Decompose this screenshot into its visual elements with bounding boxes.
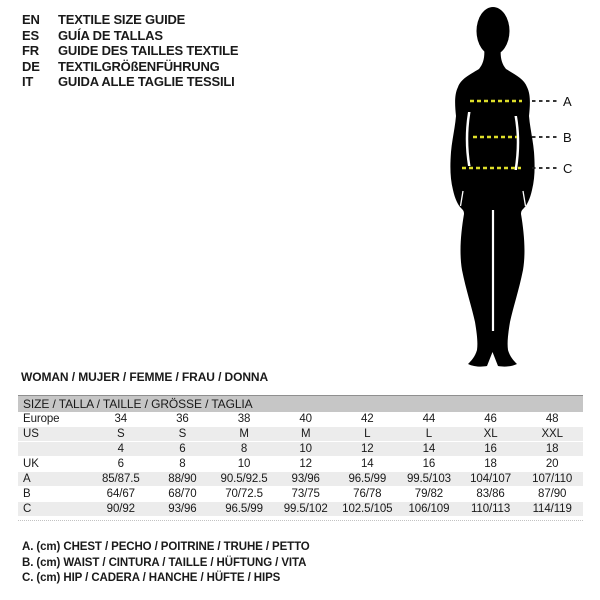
size-table-header: SIZE / TALLA / TAILLE / GRÖSSE / TAGLIA (18, 395, 583, 412)
measurement-legend (22, 540, 310, 587)
table-cell: 44 (422, 413, 436, 425)
table-row (18, 427, 583, 442)
legend-line-b: B. (cm) WAIST / CINTURA / TAILLE / HÜFTUNG / VITA (22, 556, 307, 569)
table-cell: 93/96 (168, 503, 197, 515)
table-cell: 83/86 (476, 488, 505, 500)
section-title: WOMAN / MUJER / FEMME / FRAU / DONNA (21, 370, 269, 384)
row-label (18, 442, 90, 456)
lang-code: EN (22, 12, 40, 27)
legend-line-a: A. (cm) CHEST / PECHO / POITRINE / TRUHE / PETTO (22, 541, 310, 553)
table-cell: 8 (179, 458, 186, 470)
table-cell: 76/78 (353, 488, 382, 500)
size-table-body (18, 412, 583, 517)
table-cell: M (300, 428, 311, 440)
table-cell: 48 (545, 413, 559, 425)
table-cell: 38 (237, 413, 251, 425)
table-cell: 88/90 (168, 473, 197, 485)
lang-row-es (22, 28, 238, 44)
table-cell: 8 (240, 443, 248, 455)
table-cell: 14 (422, 443, 436, 455)
table-cell: S (117, 428, 125, 440)
table-cell: 79/82 (414, 488, 444, 500)
table-cell: 106/109 (408, 503, 450, 515)
lang-code: IT (22, 74, 34, 90)
table-cell: 102.5/105 (342, 503, 393, 515)
lang-row-it (22, 74, 238, 90)
row-label: UK (23, 458, 39, 470)
table-cell: 6 (179, 443, 186, 455)
table-cell: 16 (484, 443, 497, 455)
table-row (18, 487, 583, 502)
lang-label: GUÍA DE TALLAS (58, 27, 163, 43)
table-cell: S (178, 428, 187, 440)
table-cell: 114/119 (532, 503, 572, 515)
table-cell: 96.5/99 (348, 473, 387, 485)
table-cell: 104/107 (470, 473, 511, 485)
table-cell: 64/67 (106, 488, 135, 500)
table-cell: 73/75 (291, 488, 320, 500)
table-row (18, 502, 583, 517)
lang-label: TEXTILGRÖßENFÜHRUNG (58, 58, 220, 74)
lang-code: FR (22, 43, 39, 59)
table-cell: 99.5/103 (406, 473, 451, 485)
row-label: A (23, 473, 31, 485)
table-cell: 90/92 (106, 503, 135, 515)
row-label: Europe (23, 413, 60, 425)
table-cell: L (425, 428, 433, 440)
row-label: B (23, 488, 31, 500)
table-cell: 16 (422, 458, 436, 470)
table-row (18, 412, 583, 427)
table-cell: 34 (114, 413, 128, 425)
lang-label: GUIDE DES TAILLES TEXTILE (58, 43, 239, 59)
table-cell: 6 (117, 458, 124, 470)
table-row (18, 442, 583, 457)
lang-row-de (22, 59, 238, 75)
table-row (18, 472, 583, 487)
table-cell: 68/70 (168, 488, 197, 500)
table-cell: 99.5/102 (283, 503, 328, 515)
lang-label: TEXTILE SIZE GUIDE (58, 12, 186, 27)
row-label: US (23, 428, 39, 440)
table-cell: M (239, 428, 249, 440)
table-cell: 4 (117, 443, 124, 455)
table-cell: XL (483, 428, 498, 440)
measure-label-c: C (563, 161, 573, 176)
table-cell: 90.5/92.5 (220, 473, 268, 485)
measure-label-a: A (563, 94, 572, 109)
table-cell: 12 (299, 458, 312, 470)
table-cell: 110/113 (470, 503, 511, 515)
table-cell: 10 (237, 458, 251, 470)
size-table (18, 395, 583, 521)
table-cell: 12 (361, 443, 374, 455)
table-cell: 93/96 (291, 473, 320, 485)
table-row (18, 457, 583, 472)
table-cell: 70/72.5 (225, 488, 263, 500)
table-cell: 36 (176, 413, 189, 425)
lang-row-fr (22, 43, 238, 59)
table-cell: L (364, 428, 371, 440)
table-cell: 18 (545, 443, 559, 455)
table-cell: 87/90 (538, 488, 567, 500)
woman-silhouette-figure (413, 0, 600, 372)
lang-row-en (22, 12, 238, 28)
row-label: C (23, 503, 32, 515)
table-cell: 18 (484, 458, 497, 470)
table-cell: 40 (299, 413, 312, 425)
measure-label-b: B (563, 130, 572, 145)
lang-label: GUIDA ALLE TAGLIE TESSILI (58, 74, 235, 90)
table-cell: 14 (361, 458, 374, 470)
table-cell: 85/87.5 (101, 473, 140, 485)
table-cell: XXL (541, 428, 563, 440)
lang-code: ES (22, 27, 39, 43)
table-cell: 10 (299, 443, 312, 455)
table-cell: 96.5/99 (225, 503, 263, 515)
table-cell: 42 (361, 413, 374, 425)
table-cell: 20 (545, 458, 559, 470)
legend-line-c: C. (cm) HIP / CADERA / HANCHE / HÜFTE / HIPS (22, 572, 281, 584)
table-cell: 46 (484, 413, 497, 425)
lang-code: DE (22, 58, 40, 74)
language-header (22, 12, 238, 90)
table-cell: 107/110 (532, 473, 573, 485)
